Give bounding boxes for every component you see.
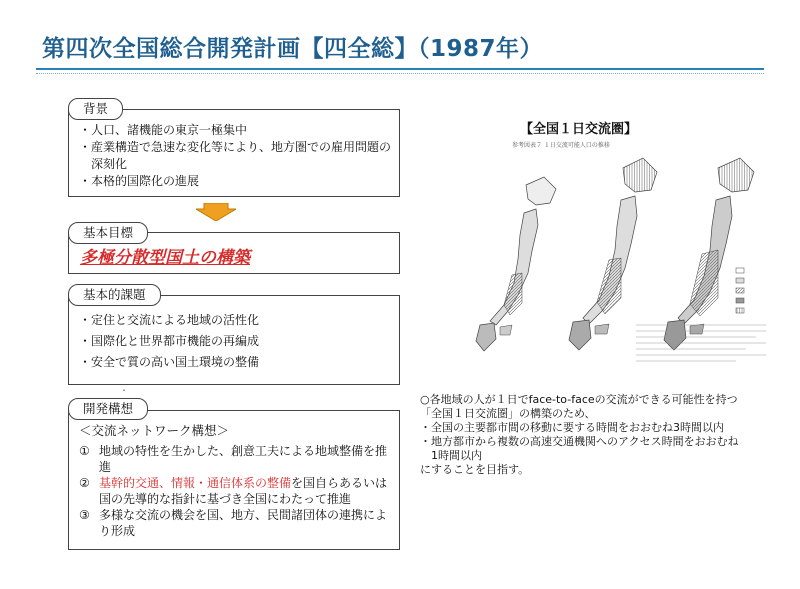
- concept-list: [69, 443, 399, 539]
- issues-item: ・ 安全で質の高い国土環境の整備: [79, 352, 391, 373]
- concept-item-text: 多様な交流の機会を国、地方、民間諸団体の連携により形成: [99, 508, 388, 538]
- title-divider-dotted: [36, 73, 764, 74]
- concept-item: [79, 475, 393, 507]
- description-line: ・地方都市から複数の高速交通機関へのアクセス時間をおおむね: [420, 435, 739, 448]
- japan-maps-figure: [466, 145, 786, 385]
- background-item: ・ 産業構造で急速な変化等により、地方圏での雇用問題の深刻化: [79, 139, 391, 173]
- description-line: にすることを目指す。: [420, 463, 530, 476]
- concept-item-number: ②: [79, 476, 90, 490]
- goal-text: 多極分散型国土の構築: [80, 248, 250, 268]
- issues-list: [79, 310, 391, 373]
- description-line: 1時間以内: [420, 449, 482, 462]
- concept-item: [79, 443, 393, 475]
- map-title: 【全国１日交流圏】: [520, 122, 638, 137]
- map-subtitle: 参考図表７ １日交流可能人口の推移: [512, 142, 610, 149]
- concept-label: 開発構想: [68, 398, 148, 420]
- page-title: 第四次全国総合開発計画【四全総】（1987年）: [42, 36, 544, 62]
- issues-label: 基本的課題: [68, 284, 161, 306]
- concept-item-number: ③: [79, 508, 90, 522]
- concept-item-text: を国自らあるいは国の先導的な指針に基づき全国にわたって推進: [99, 476, 388, 506]
- issues-item: ・ 国際化と世界都市機能の再編成: [79, 331, 391, 352]
- background-box: [68, 109, 400, 197]
- background-item: ・ 人口、諸機能の東京一極集中: [79, 122, 391, 139]
- down-arrow-icon: [196, 203, 236, 221]
- issues-item: ・ 定住と交流による地域の活性化: [79, 310, 391, 331]
- background-label: 背景: [68, 98, 123, 120]
- japan-map-1: [476, 177, 556, 351]
- background-list: [79, 122, 391, 190]
- goal-label: 基本目標: [68, 222, 148, 244]
- japan-map-3: [664, 158, 754, 350]
- concept-item-text: 地域の特性を生かした、創意工夫による地域整備を推進: [99, 444, 388, 474]
- description-line: ・全国の主要都市間の移動に要する時間をおおむね3時間以内: [420, 421, 724, 434]
- concept-box: [68, 410, 400, 550]
- background-item: ・ 本格的国際化の進展: [79, 173, 391, 190]
- concept-item: [79, 507, 393, 539]
- title-divider: [36, 68, 764, 70]
- issues-box: [68, 295, 400, 385]
- concept-item-highlight: 基幹的交通、情報・通信体系の整備: [99, 476, 292, 490]
- concept-heading: ＜交流ネットワーク構想＞: [79, 423, 230, 438]
- description-block: [420, 393, 790, 477]
- stray-mark: ・: [120, 386, 128, 395]
- description-line: 「全国１日交流圏」の構築のため、: [420, 407, 596, 420]
- japan-map-2: [569, 158, 657, 350]
- description-line: ○各地域の人が１日でface-to-faceの交流ができる可能性を持つ: [420, 393, 738, 406]
- concept-item-number: ①: [79, 444, 90, 458]
